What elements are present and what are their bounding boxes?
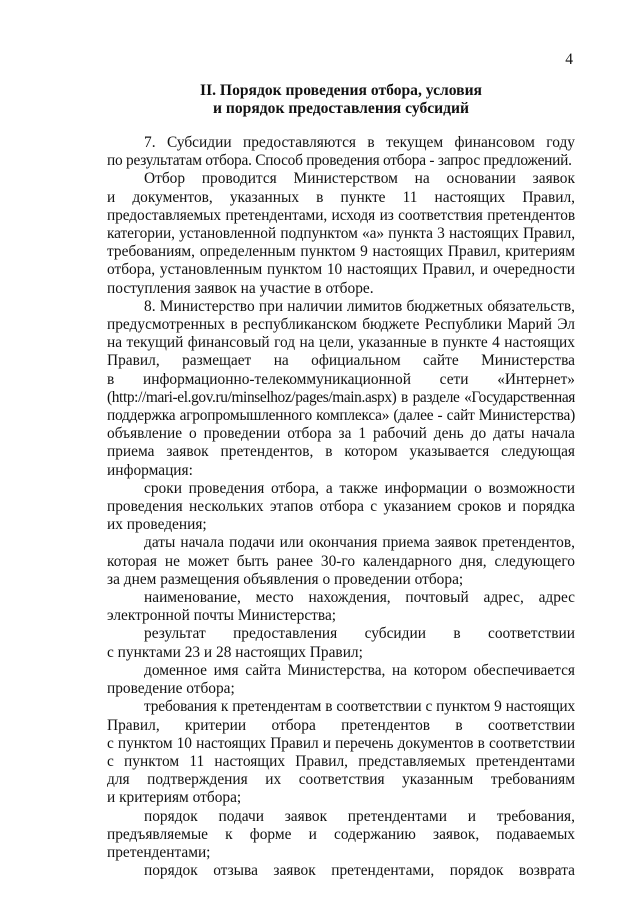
paragraph <box>107 862 575 880</box>
paragraph <box>107 134 575 170</box>
paragraph-line: предусмотренных в республиканском бюджете Республики Марий Эл <box>107 316 575 334</box>
paragraph <box>107 298 575 480</box>
section-heading <box>107 82 575 118</box>
paragraph-line: (http://mari-el.gov.ru/minselhoz/pages/main.aspx) в разделе «Государственная <box>107 388 575 406</box>
paragraph-line: проведение отбора; <box>107 680 235 698</box>
paragraph-line: с пунктом 10 настоящих Правил и перечень документов в соответствии <box>107 734 575 752</box>
document-body <box>107 134 575 880</box>
paragraph-line: наименование, место нахождения, почтовый адрес, адрес <box>144 589 575 607</box>
paragraph-line: их проведения; <box>107 516 207 534</box>
paragraph-line: проведения нескольких этапов отбора с указанием сроков и порядка <box>107 498 575 516</box>
paragraph-line: предъявляемые к форме и содержанию заявок, подаваемых <box>107 825 575 843</box>
paragraph-line: даты начала подачи или окончания приема заявок претендентов, <box>144 534 575 552</box>
paragraph-line: требованиям, определенным пунктом 9 настоящих Правил, критериям <box>107 243 575 261</box>
paragraph-line: которая не может быть ранее 30-го календарного дня, следующего <box>107 552 575 570</box>
paragraph-line: Правил, критерии отбора претендентов в соответствии <box>107 716 575 734</box>
paragraph-line: результат предоставления субсидии в соответствии <box>144 625 575 643</box>
paragraph-line: отбора, установленным пунктом 10 настоящих Правил, и очередности <box>107 261 575 279</box>
paragraph-line: с пунктом 11 настоящих Правил, представляемых претендентами <box>107 752 575 770</box>
paragraph-line: предоставляемых претендентами, исходя из соответствия претендентов <box>107 206 575 224</box>
paragraph-line: для подтверждения их соответствия указанным требованиям <box>107 771 575 789</box>
paragraph <box>107 170 575 297</box>
paragraph-line: Правил, размещает на официальном сайте Министерства <box>107 352 575 370</box>
paragraph-line: за днем размещения объявления о проведении отбора; <box>107 570 464 588</box>
paragraph-line: 8. Министерство при наличии лимитов бюджетных обязательств, <box>144 297 575 315</box>
paragraph <box>107 625 575 661</box>
paragraph <box>107 534 575 589</box>
paragraph-line: электронной почты Министерства; <box>107 607 337 625</box>
section-heading-line-2: и порядок предоставления субсидий <box>212 100 470 117</box>
paragraph-line: порядок отзыва заявок претендентами, порядок возврата <box>144 862 575 880</box>
paragraph-line: порядок подачи заявок претендентами и требования, <box>144 807 575 825</box>
paragraph-line: Отбор проводится Министерством на основании заявок <box>144 170 575 188</box>
paragraph-line: поддержка агропромышленного комплекса» (далее - сайт Министерства) <box>107 407 575 425</box>
paragraph <box>107 662 575 698</box>
paragraph <box>107 698 575 807</box>
paragraph <box>107 589 575 625</box>
paragraph-line: информация: <box>107 461 193 479</box>
paragraph-line: приема заявок претендентов, в котором указывается следующая <box>107 443 575 461</box>
paragraph-line: объявление о проведении отбора за 1 рабочий день до даты начала <box>107 425 575 443</box>
paragraph-line: в информационно-телекоммуникационной сети «Интернет» <box>107 370 575 388</box>
paragraph-line: поступления заявок на участие в отборе. <box>107 279 374 297</box>
paragraph-line: сроки проведения отбора, а также информации о возможности <box>144 479 575 497</box>
section-heading-line-1: II. Порядок проведения отбора, условия <box>200 82 482 99</box>
paragraph-line: по результатам отбора. Способ проведения отбора - запрос предложений. <box>107 152 572 170</box>
paragraph-line: с пунктами 23 и 28 настоящих Правил; <box>107 643 363 661</box>
paragraph <box>107 808 575 863</box>
paragraph-line: претендентами; <box>107 843 211 861</box>
page-number: 4 <box>565 51 573 68</box>
paragraph-line: на текущий финансовый год на цели, указанные в пункте 4 настоящих <box>107 334 575 352</box>
paragraph-line: доменное имя сайта Министерства, на котором обеспечивается <box>144 661 575 679</box>
paragraph-line: и документов, указанных в пункте 11 настоящих Правил, <box>107 188 575 206</box>
paragraph-line: 7. Субсидии предоставляются в текущем финансовом году <box>144 134 575 151</box>
paragraph-line: требования к претендентам в соответствии с пунктом 9 настоящих <box>144 698 575 716</box>
paragraph-line: и критериям отбора; <box>107 789 242 807</box>
paragraph-line: категории, установленной подпунктом «а» пункта 3 настоящих Правил, <box>107 225 575 243</box>
paragraph <box>107 480 575 535</box>
